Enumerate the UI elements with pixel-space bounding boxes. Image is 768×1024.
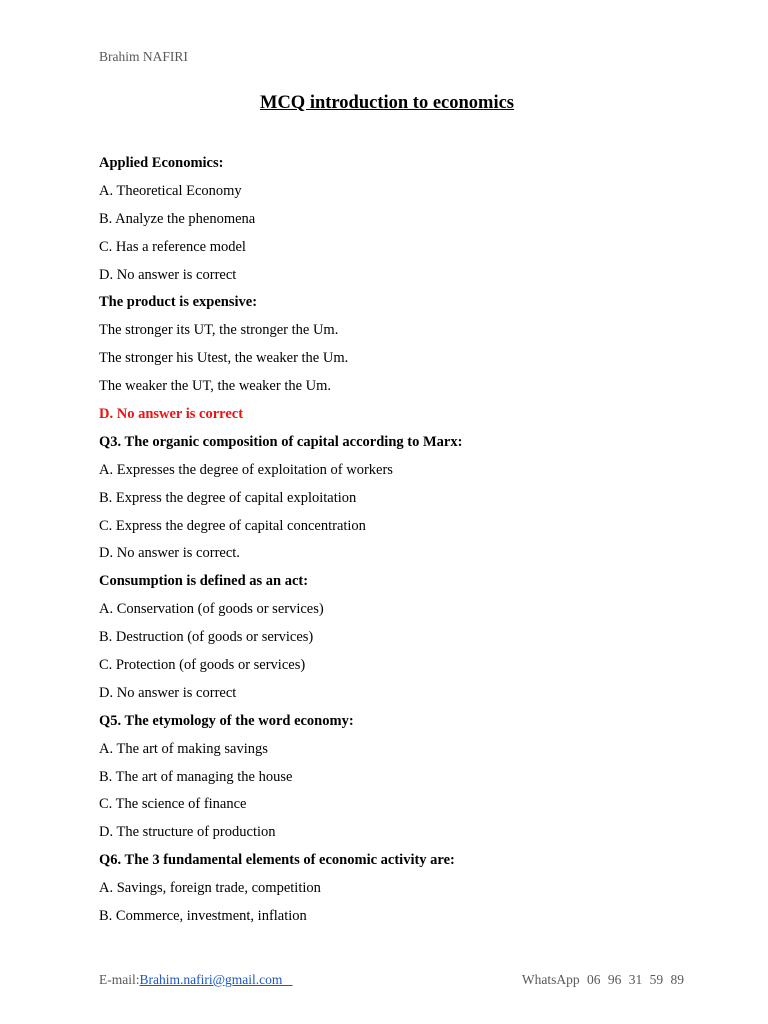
answer-option: C. Has a reference model xyxy=(99,238,246,255)
answer-option: B. Destruction (of goods or services) xyxy=(99,629,314,646)
answer-option: A. Expresses the degree of exploitation of workers xyxy=(99,461,393,478)
answer-option: The stronger his Utest, the weaker the Um. xyxy=(99,350,349,367)
answer-option: D. The structure of production xyxy=(99,824,276,841)
question-heading: Applied Economics: xyxy=(99,155,224,171)
answer-option: The stronger its UT, the stronger the Um. xyxy=(99,322,339,339)
document-title xyxy=(0,93,768,114)
answer-option: B. Analyze the phenomena xyxy=(99,210,256,227)
answer-option: A. Conservation (of goods or services) xyxy=(99,601,324,618)
question-heading: Q5. The etymology of the word economy: xyxy=(99,712,354,729)
highlighted-answer: D. No answer is correct xyxy=(99,406,244,423)
answer-option: C. Protection (of goods or services) xyxy=(99,657,306,674)
email-label: E-mail: xyxy=(99,972,140,987)
answer-option: C. Express the degree of capital concentration xyxy=(99,517,366,534)
answer-option: D. No answer is correct. xyxy=(99,545,240,562)
answer-option: B. Express the degree of capital exploitation xyxy=(99,489,357,506)
question-heading: Q3. The organic composition of capital according to Marx: xyxy=(99,433,463,450)
answer-option: The weaker the UT, the weaker the Um. xyxy=(99,378,332,395)
footer-email xyxy=(99,972,293,988)
answer-option: B. The art of managing the house xyxy=(99,768,293,785)
question-heading: The product is expensive: xyxy=(99,294,258,311)
email-link[interactable]: Brahim.nafiri@gmail.com xyxy=(139,972,283,987)
document-body xyxy=(99,153,699,934)
document-title-text: MCQ introduction to economics xyxy=(259,93,514,113)
answer-option: D. No answer is correct xyxy=(99,684,237,701)
answer-option: C. The science of finance xyxy=(99,796,247,813)
footer-whatsapp: WhatsApp 06 96 31 59 89 xyxy=(521,972,684,987)
answer-option: A. Savings, foreign trade, competition xyxy=(99,880,321,897)
question-heading: Consumption is defined as an act: xyxy=(99,573,309,590)
answer-option: A. The art of making savings xyxy=(99,740,268,757)
answer-option: B. Commerce, investment, inflation xyxy=(99,908,307,925)
header-author: Brahim NAFIRI xyxy=(99,49,188,64)
answer-option: D. No answer is correct xyxy=(99,266,237,283)
question-heading: Q6. The 3 fundamental elements of economic activity are: xyxy=(99,852,455,869)
answer-option: A. Theoretical Economy xyxy=(99,182,242,199)
